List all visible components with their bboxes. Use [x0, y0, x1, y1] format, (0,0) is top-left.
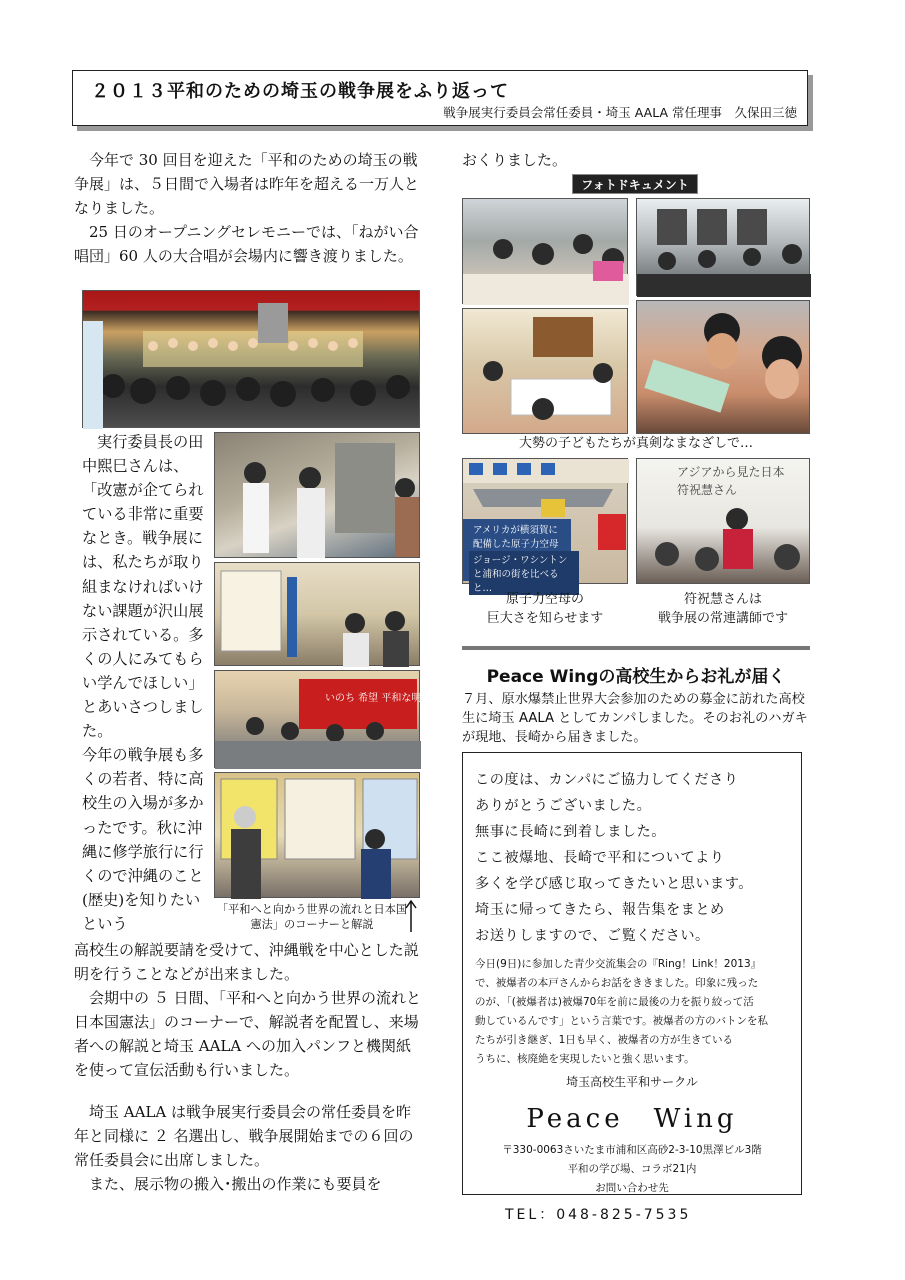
children-photo-2	[636, 198, 810, 296]
children-photo-4	[636, 300, 810, 434]
postcard-signature: Peace Wing	[526, 1104, 738, 1134]
constitution-corner-caption: 「平和へと向かう世界の流れと日本国憲法」のコーナーと解説	[216, 903, 408, 931]
postcard-note-line: で、被爆者の本戸さんからお話をききました。印象に残った	[475, 977, 759, 989]
thank-you-postcard	[462, 752, 802, 1223]
panel-exhibit-photo	[214, 562, 420, 666]
postcard-note-line: うちに、核廃絶を実現したいと強く思います。	[475, 1053, 695, 1065]
postcard-note-line: 今日(9日)に参加した青少交流集会の『Ring！Link！2013』	[475, 958, 762, 970]
continuation-text: おくりました。	[462, 151, 568, 169]
section-divider	[462, 646, 810, 650]
arrow-up-icon	[404, 898, 418, 934]
stage-banner-text: いのち 希望 平和な明日へ	[325, 693, 442, 704]
lecturer-caption: 符祝慧さんは 戦争展の常連講師です	[657, 592, 788, 626]
lecture-board-text: アジアから見た日本 符祝慧さん	[677, 465, 785, 497]
aircraft-carrier-photo	[462, 458, 628, 594]
students-exhibit-photo	[214, 432, 420, 558]
opening-paragraph: 25 日のオープニングセレモニーでは、「ねがい合唱団」60 人の大合唱が会場内に響き渡りました。	[74, 223, 419, 265]
postcard-line: ここ被爆地、長崎で平和についてより	[475, 850, 725, 866]
carrier-caption: 原子力空母の 巨大さを知らせます	[486, 592, 604, 626]
postcard-tel: TEL：048-825-7535	[505, 1207, 692, 1223]
postcard-line: 埼玉に帰ってきたら、報告集をまとめ	[475, 902, 725, 918]
postcard-note-line: のが、「(被爆者は)被爆70年を前に最後の力を振り絞って活	[475, 996, 754, 1008]
postcard-line: お送りしますので、ご覧ください。	[475, 928, 710, 944]
postcard-contact-label: お問い合わせ先	[595, 1182, 669, 1194]
postcard-line: この度は、カンパにご協力してくださり	[475, 772, 739, 788]
section-body: ７月、原水爆禁止世界大会参加のための募金に訪れた高校生に埼玉 AALA としてカンパしました。そのお礼のハガキが現地、長崎から届きました。	[462, 692, 808, 745]
postcard-line: 多くを学び感じ取ってきたいと思います。	[475, 876, 753, 892]
postcard-address-2: 平和の学び場、コラボ21内	[567, 1163, 697, 1175]
hall-crowd-photo	[214, 670, 442, 768]
chairman-greeting-text: 実行委員長の田中熙巳さんは、「改憲が企てられている非常に重要なとき。戦争展には、私たちが取り組まなければいけない課題が沢山展示されている。多くの人にみてもらい学んでほしい」とあいさつしました。 今年の戦争展も多くの若者、特に高校生の入場が多かったです。秋に沖縄に修学旅行に行くので沖縄のこと(歴史)を知りたいという	[82, 433, 204, 933]
postcard-address: 〒330-0063さいたま市浦和区高砂2-3-10黒澤ビル3階	[502, 1144, 762, 1156]
postcard-note-line: たちが引き継ぎ、1日も早く、被爆者の方が生きている	[475, 1034, 734, 1046]
article-header	[72, 70, 808, 126]
article-title: ２０１３平和のための埼玉の戦争展をふり返って	[91, 81, 509, 102]
children-photo-1	[462, 198, 628, 304]
carrier-label-2: ジョージ・ワシントンと浦和の街を比べると…	[469, 551, 579, 595]
lecturer-photo	[636, 458, 810, 584]
carrier-label-1: アメリカが横須賀に配備した原子力空母	[469, 521, 569, 551]
intro-paragraph: 今年で 30 回目を迎えた「平和のための埼玉の戦争展」は、５日間で入場者は昨年を超える一万人となりました。	[74, 151, 420, 217]
postcard-circle-name: 埼玉高校生平和サークル	[566, 1075, 698, 1089]
constitution-paragraph: 会期中の ５ 日間、「平和へと向かう世界の流れと日本国憲法」のコーナーで、解説者を配置し、来場者への解説と埼玉 AALA への加入パンフと機関紙を使って宣伝活動も行いました。	[74, 989, 422, 1079]
committee-paragraph: 埼玉 AALA は戦争展実行委員会の常任委員を昨年と同様に ２ 名選出し、戦争展開始までの６回の常任委員会に出席しました。	[74, 1103, 414, 1169]
okinawa-paragraph: 高校生の解説要請を受けて、沖縄戦を中心とした説明を行うことなどが出来ました。	[74, 941, 419, 983]
constitution-corner-photo	[214, 772, 420, 898]
children-caption: 大勢の子どもたちが真剣なまなざしで…	[518, 436, 753, 451]
stage-chorus-photo	[82, 290, 420, 428]
staff-paragraph: また、展示物の搬入･搬出の作業にも要員を	[89, 1175, 382, 1193]
postcard-note-line: 動しているんです」という言葉です。被爆者の方のバトンを私	[475, 1015, 768, 1027]
postcard-line: ありがとうございました。	[475, 798, 652, 814]
postcard-line: 無事に長崎に到着しました。	[475, 824, 666, 840]
section-title: Peace Wingの高校生からお礼が届く	[486, 667, 786, 687]
article-author: 戦争展実行委員会常任委員・埼玉 AALA 常任理事 久保田三徳	[443, 105, 797, 120]
photo-document-badge: フォトドキュメント	[572, 174, 698, 194]
children-photo-3	[462, 308, 628, 434]
